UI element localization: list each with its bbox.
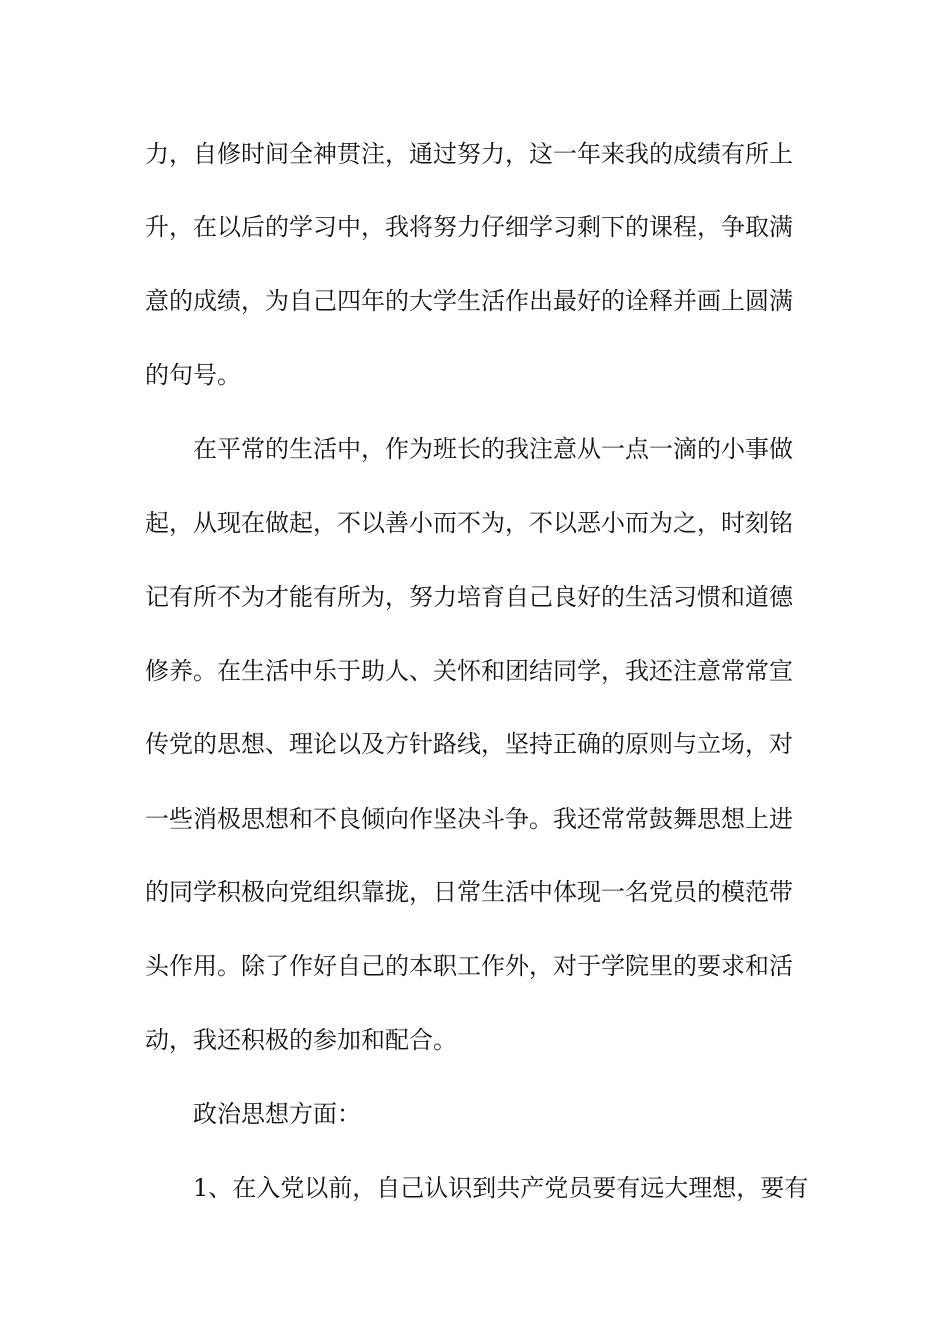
text-line: 头作用。除了作好自己的本职工作外，对于学院里的要求和活: [145, 952, 793, 980]
section-heading: 政治思想方面：: [193, 1100, 361, 1128]
text-line: 动，我还积极的参加和配合。: [145, 1026, 457, 1054]
text-line: 修养。在生活中乐于助人、关怀和团结同学，我还注意常常宣: [145, 657, 793, 685]
list-item: 1、在入党以前，自己认识到共产党员要有远大理想，要有: [193, 1174, 809, 1202]
text-line: 的句号。: [145, 361, 241, 389]
text-line: 记有所不为才能有所为，努力培育自己良好的生活习惯和道德: [145, 583, 793, 611]
text-line: 传党的思想、理论以及方针路线，坚持正确的原则与立场，对: [145, 730, 793, 758]
text-line: 一些消极思想和不良倾向作坚决斗争。我还常常鼓舞思想上进: [145, 805, 793, 833]
text-line: 起，从现在做起，不以善小而不为，不以恶小而为之，时刻铭: [145, 509, 793, 537]
text-line: 力，自修时间全神贯注，通过努力，这一年来我的成绩有所上: [145, 140, 793, 168]
paragraph-first-line: 在平常的生活中，作为班长的我注意从一点一滴的小事做: [193, 435, 793, 463]
text-line: 意的成绩，为自己四年的大学生活作出最好的诠释并画上圆满: [145, 287, 793, 315]
text-line: 的同学积极向党组织靠拢，日常生活中体现一名党员的模范带: [145, 878, 793, 906]
text-line: 升，在以后的学习中，我将努力仔细学习剩下的课程，争取满: [145, 213, 793, 241]
